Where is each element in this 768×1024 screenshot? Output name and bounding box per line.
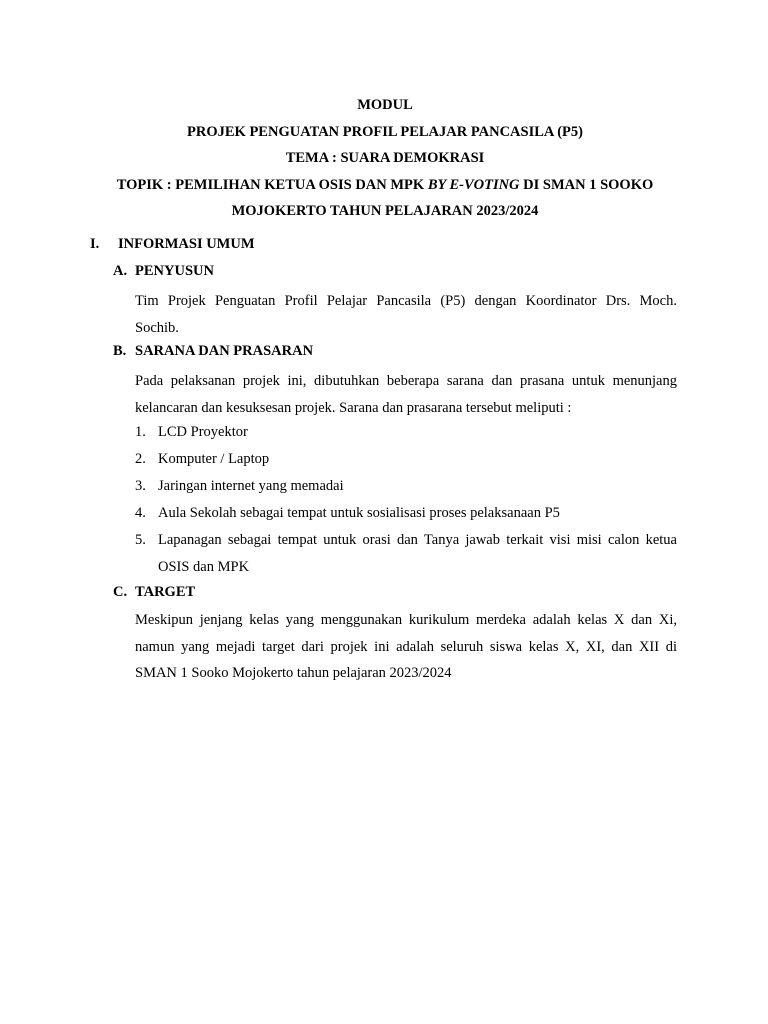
document-title-block [90,92,680,225]
title-topic-part1: TOPIK : PEMILIHAN KETUA OSIS DAN MPK [116,176,428,193]
paragraph-line: Tim Projek Penguatan Profil Pelajar Pancasila (P5) dengan Koordinator Drs. Moch. [135,293,677,309]
subsection-a-paragraph [135,288,677,341]
subsection-c-title: TARGET [135,584,196,600]
subsection-b-paragraph [135,368,677,421]
subsection-b-title: SARANA DAN PRASARAN [135,343,314,359]
section-title: INFORMASI UMUM [118,236,255,252]
list-item-number: 3. [135,478,146,494]
list-item-number: 4. [135,505,146,521]
title-topic [90,172,680,199]
list-item-line: OSIS dan MPK [158,558,250,575]
paragraph-line: Pada pelaksanan projek ini, dibutuhkan beberapa sarana dan prasana untuk menunjang [135,373,677,389]
subsection-a-title: PENYUSUN [135,263,214,279]
subsection-c-paragraph [135,607,677,687]
list-item-text [158,527,677,580]
title-year: MOJOKERTO TAHUN PELAJARAN 2023/2024 [231,203,539,219]
paragraph-line: Sochib. [135,319,179,336]
list-item-text: Jaringan internet yang memadai [158,478,344,494]
paragraph-line: namun yang mejadi target dari projek ini adalah seluruh siswa kelas X, XI, dan XII di [135,638,677,655]
list-item-text: LCD Proyektor [158,424,248,440]
title-project: PROJEK PENGUATAN PROFIL PELAJAR PANCASILA (P5) [187,123,583,140]
subsection-c-letter: C. [113,584,128,600]
subsection-a-letter: A. [113,263,128,279]
subsection-b-letter: B. [113,343,127,359]
list-item-text: Komputer / Laptop [158,451,270,467]
paragraph-line: Meskipun jenjang kelas yang menggunakan kurikulum merdeka adalah kelas X dan Xi, [135,612,677,628]
list-item-number: 5. [135,532,146,548]
paragraph-line: kelancaran dan kesuksesan projek. Sarana dan prasarana tersebut meliputi : [135,399,572,416]
title-topic-part3: DI SMAN 1 SOOKO [519,176,654,193]
list-item-number: 2. [135,451,146,467]
list-item-line: Lapanagan sebagai tempat untuk orasi dan Tanya jawab terkait visi misi calon ketua [158,532,677,548]
title-theme: TEMA : SUARA DEMOKRASI [285,150,485,166]
list-item-text: Aula Sekolah sebagai tempat untuk sosialisasi proses pelaksanaan P5 [158,505,560,521]
list-item-number: 1. [135,424,146,440]
paragraph-line: SMAN 1 Sooko Mojokerto tahun pelajaran 2023/2024 [135,665,452,681]
title-topic-italic: BY E-VOTING [427,176,520,193]
section-number: I. [90,236,100,252]
title-modul: MODUL [357,97,413,113]
